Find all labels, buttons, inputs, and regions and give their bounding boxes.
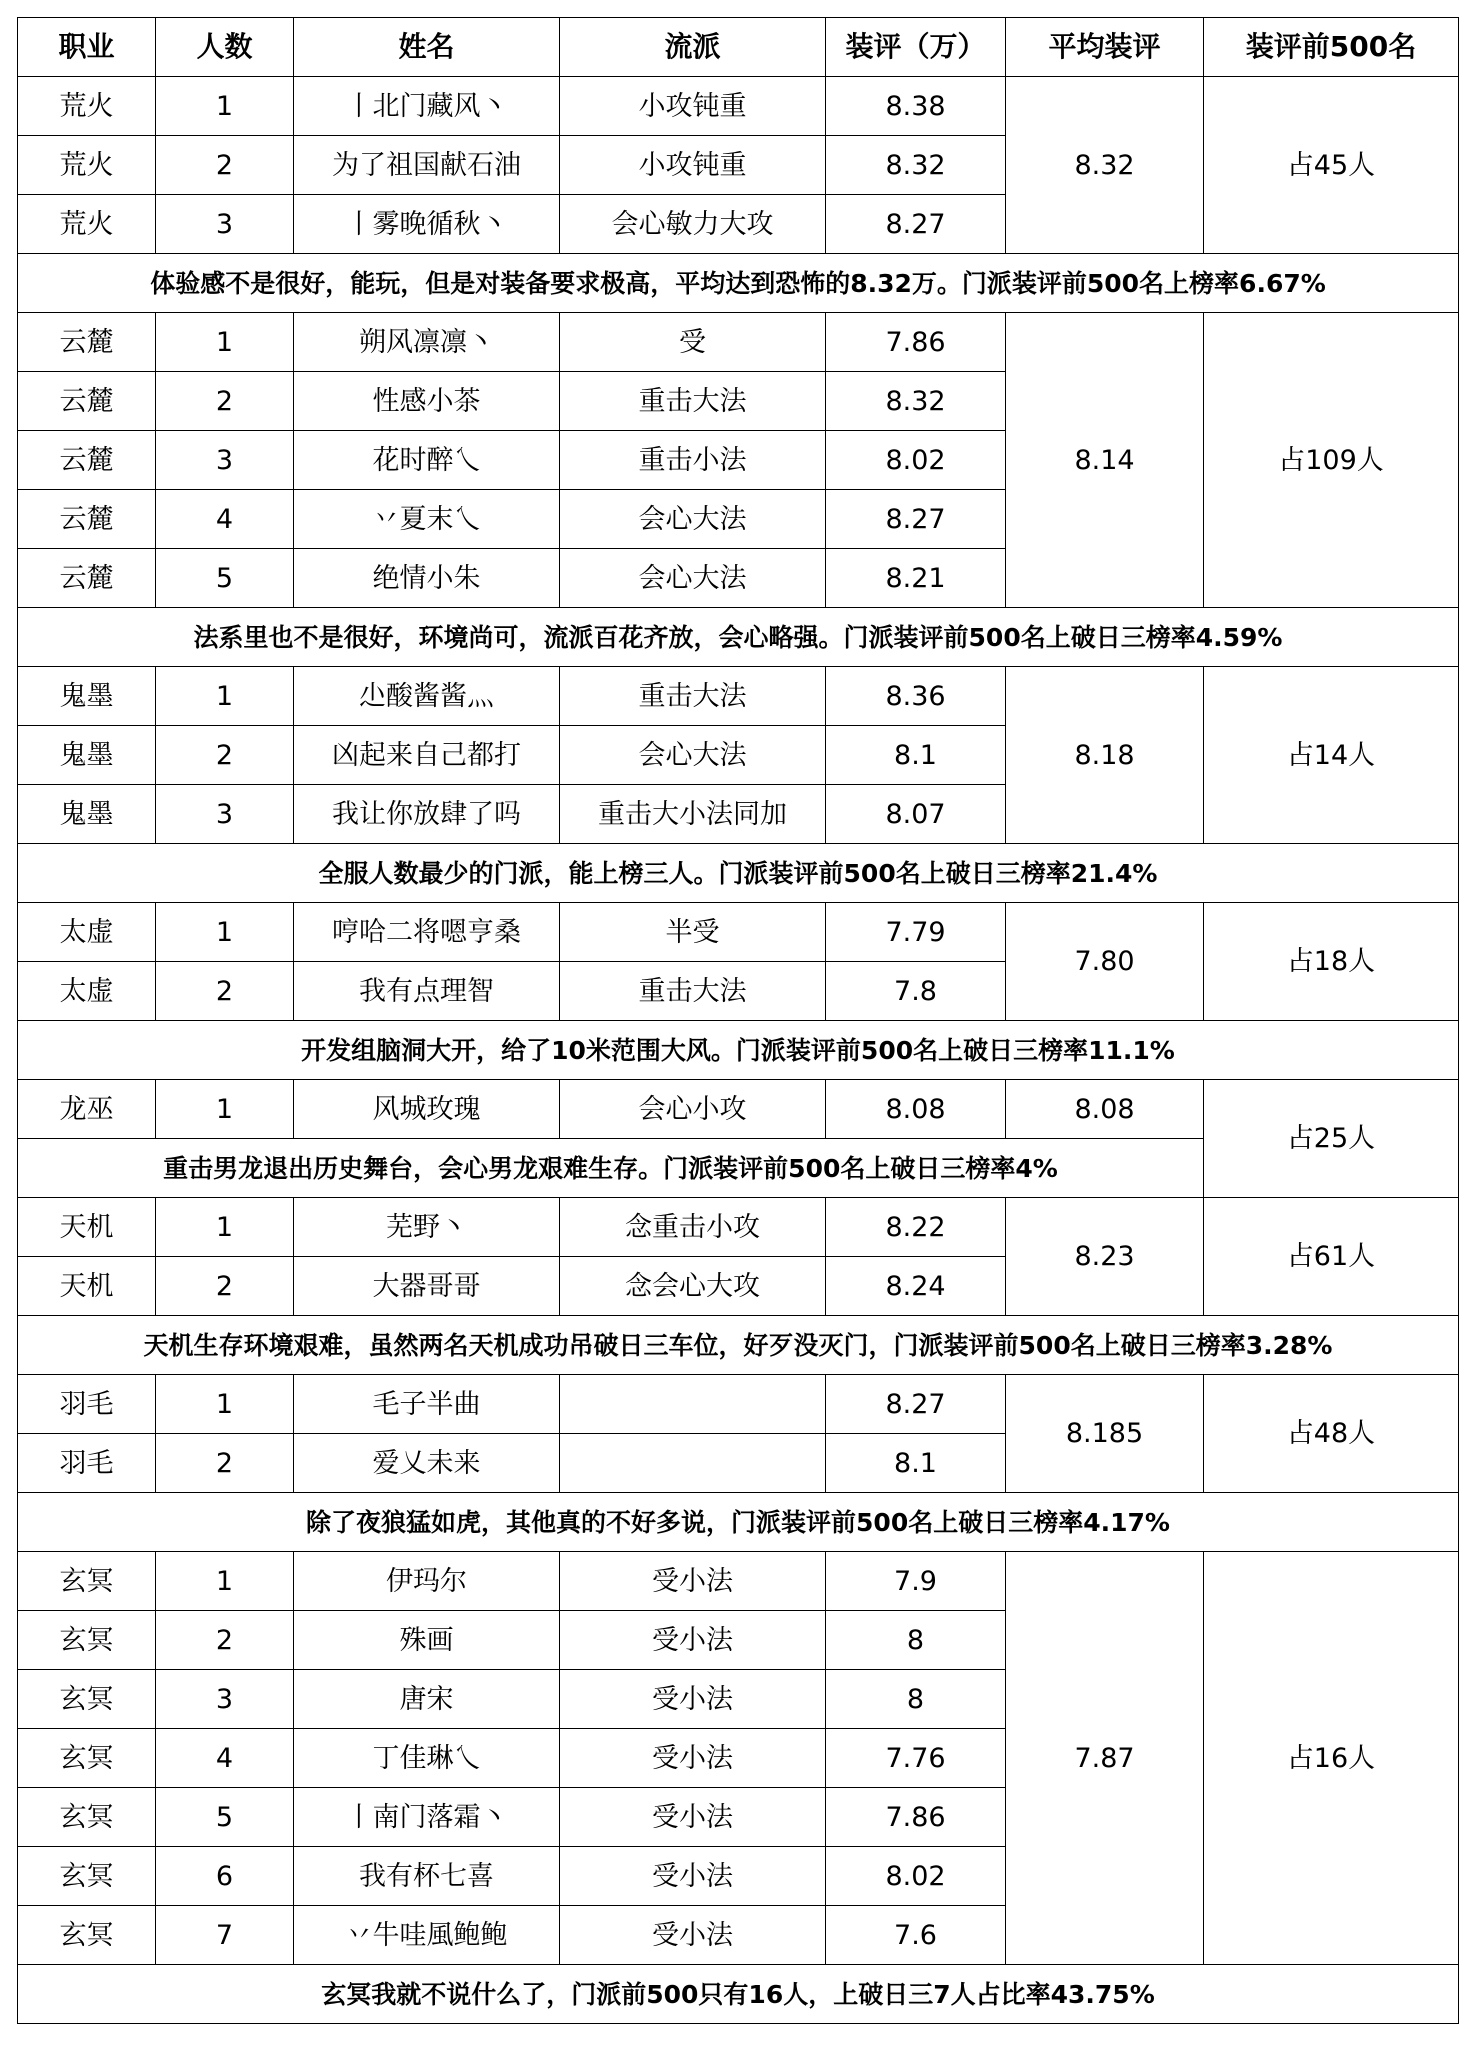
count-cell: 1 — [156, 313, 294, 372]
school-cell: 念重击小攻 — [560, 1198, 826, 1257]
name-cell: 丨雾晚循秋丶 — [294, 195, 560, 254]
job-cell: 玄冥 — [18, 1729, 156, 1788]
count-cell: 2 — [156, 726, 294, 785]
school-cell: 重击大法 — [560, 667, 826, 726]
count-cell: 6 — [156, 1847, 294, 1906]
summary-note: 开发组脑洞大开，给了10米范围大风。门派装评前500名上破日三榜率11.1% — [18, 1021, 1459, 1080]
avg-score-cell: 8.08 — [1006, 1080, 1204, 1139]
count-cell: 5 — [156, 1788, 294, 1847]
score-cell: 7.86 — [826, 313, 1006, 372]
table-row — [18, 77, 1459, 136]
summary-note: 全服人数最少的门派，能上榜三人。门派装评前500名上破日三榜率21.4% — [18, 844, 1459, 903]
score-cell: 8.32 — [826, 136, 1006, 195]
count-cell: 2 — [156, 1434, 294, 1493]
score-cell: 8 — [826, 1670, 1006, 1729]
job-cell: 天机 — [18, 1198, 156, 1257]
school-cell: 半受 — [560, 903, 826, 962]
top500-cell: 占18人 — [1204, 903, 1459, 1021]
summary-row — [18, 1965, 1459, 2024]
job-cell: 荒火 — [18, 77, 156, 136]
score-cell: 8.07 — [826, 785, 1006, 844]
school-cell — [560, 1375, 826, 1434]
top500-cell: 占61人 — [1204, 1198, 1459, 1316]
summary-row — [18, 254, 1459, 313]
table-row — [18, 667, 1459, 726]
name-cell: 毛子半曲 — [294, 1375, 560, 1434]
top500-cell: 占16人 — [1204, 1552, 1459, 1965]
count-cell: 4 — [156, 490, 294, 549]
score-cell: 8.02 — [826, 431, 1006, 490]
header-count: 人数 — [156, 18, 294, 77]
job-cell: 羽毛 — [18, 1434, 156, 1493]
score-cell: 8.1 — [826, 1434, 1006, 1493]
count-cell: 1 — [156, 77, 294, 136]
name-cell: 我有点理智 — [294, 962, 560, 1021]
count-cell: 2 — [156, 136, 294, 195]
school-cell: 受小法 — [560, 1847, 826, 1906]
summary-note: 法系里也不是很好，环境尚可，流派百花齐放，会心略强。门派装评前500名上破日三榜率4.59% — [18, 608, 1459, 667]
job-cell: 玄冥 — [18, 1611, 156, 1670]
name-cell: 尐酸酱酱灬 — [294, 667, 560, 726]
count-cell: 5 — [156, 549, 294, 608]
score-cell: 8.02 — [826, 1847, 1006, 1906]
job-cell: 玄冥 — [18, 1788, 156, 1847]
table-row — [18, 313, 1459, 372]
header-score: 装评（万） — [826, 18, 1006, 77]
name-cell: 丁佳琳乀 — [294, 1729, 560, 1788]
score-cell: 8.08 — [826, 1080, 1006, 1139]
header-school: 流派 — [560, 18, 826, 77]
count-cell: 1 — [156, 1198, 294, 1257]
job-cell: 太虚 — [18, 903, 156, 962]
school-cell: 重击大法 — [560, 372, 826, 431]
summary-row — [18, 1316, 1459, 1375]
score-cell: 7.8 — [826, 962, 1006, 1021]
job-cell: 玄冥 — [18, 1847, 156, 1906]
job-cell: 鬼墨 — [18, 667, 156, 726]
score-cell: 8.27 — [826, 195, 1006, 254]
score-cell: 8.24 — [826, 1257, 1006, 1316]
avg-score-cell: 8.32 — [1006, 77, 1204, 254]
name-cell: 丨北门藏风丶 — [294, 77, 560, 136]
name-cell: 绝情小朱 — [294, 549, 560, 608]
job-cell: 羽毛 — [18, 1375, 156, 1434]
name-cell: 风城玫瑰 — [294, 1080, 560, 1139]
job-cell: 玄冥 — [18, 1552, 156, 1611]
count-cell: 1 — [156, 1080, 294, 1139]
header-job: 职业 — [18, 18, 156, 77]
job-cell: 云麓 — [18, 372, 156, 431]
school-cell: 重击小法 — [560, 431, 826, 490]
score-cell: 8.32 — [826, 372, 1006, 431]
school-cell — [560, 1434, 826, 1493]
school-cell: 受小法 — [560, 1552, 826, 1611]
count-cell: 2 — [156, 372, 294, 431]
count-cell: 3 — [156, 1670, 294, 1729]
job-cell: 鬼墨 — [18, 726, 156, 785]
score-cell: 8.38 — [826, 77, 1006, 136]
count-cell: 3 — [156, 195, 294, 254]
name-cell: 伊玛尔 — [294, 1552, 560, 1611]
school-cell: 会心大法 — [560, 490, 826, 549]
header-top500: 装评前500名 — [1204, 18, 1459, 77]
header-name: 姓名 — [294, 18, 560, 77]
name-cell: 大器哥哥 — [294, 1257, 560, 1316]
table-row — [18, 1080, 1459, 1139]
top500-cell: 占45人 — [1204, 77, 1459, 254]
count-cell: 2 — [156, 1257, 294, 1316]
count-cell: 4 — [156, 1729, 294, 1788]
name-cell: 唐宋 — [294, 1670, 560, 1729]
top500-cell: 占25人 — [1204, 1080, 1459, 1198]
summary-note: 重击男龙退出历史舞台，会心男龙艰难生存。门派装评前500名上破日三榜率4% — [18, 1139, 1204, 1198]
name-cell: 花时醉乀 — [294, 431, 560, 490]
job-cell: 太虚 — [18, 962, 156, 1021]
score-cell: 7.76 — [826, 1729, 1006, 1788]
score-cell: 8.27 — [826, 490, 1006, 549]
top500-cell: 占109人 — [1204, 313, 1459, 608]
score-cell: 7.86 — [826, 1788, 1006, 1847]
table-row — [18, 1552, 1459, 1611]
job-cell: 玄冥 — [18, 1670, 156, 1729]
school-cell: 会心小攻 — [560, 1080, 826, 1139]
count-cell: 1 — [156, 903, 294, 962]
school-cell: 小攻钝重 — [560, 77, 826, 136]
job-cell: 玄冥 — [18, 1906, 156, 1965]
score-cell: 8 — [826, 1611, 1006, 1670]
school-cell: 受小法 — [560, 1906, 826, 1965]
top500-cell: 占48人 — [1204, 1375, 1459, 1493]
table-row — [18, 903, 1459, 962]
score-cell: 8.27 — [826, 1375, 1006, 1434]
job-cell: 云麓 — [18, 313, 156, 372]
table-row — [18, 1375, 1459, 1434]
job-cell: 天机 — [18, 1257, 156, 1316]
name-cell: 爱乂未来 — [294, 1434, 560, 1493]
job-cell: 云麓 — [18, 431, 156, 490]
school-cell: 重击大小法同加 — [560, 785, 826, 844]
school-cell: 重击大法 — [560, 962, 826, 1021]
count-cell: 1 — [156, 1552, 294, 1611]
score-cell: 7.6 — [826, 1906, 1006, 1965]
name-cell: 丨南门落霜丶 — [294, 1788, 560, 1847]
name-cell: 殊画 — [294, 1611, 560, 1670]
name-cell: 丷牛哇風鲍鲍 — [294, 1906, 560, 1965]
school-cell: 会心大法 — [560, 726, 826, 785]
avg-score-cell: 8.23 — [1006, 1198, 1204, 1316]
job-cell: 荒火 — [18, 136, 156, 195]
summary-row — [18, 1493, 1459, 1552]
name-cell: 为了祖国献石油 — [294, 136, 560, 195]
job-cell: 鬼墨 — [18, 785, 156, 844]
score-cell: 8.22 — [826, 1198, 1006, 1257]
school-cell: 小攻钝重 — [560, 136, 826, 195]
school-cell: 受小法 — [560, 1788, 826, 1847]
avg-score-cell: 8.14 — [1006, 313, 1204, 608]
table-row — [18, 1198, 1459, 1257]
header-row — [18, 18, 1459, 77]
summary-note: 玄冥我就不说什么了，门派前500只有16人，上破日三7人占比率43.75% — [18, 1965, 1459, 2024]
job-cell: 云麓 — [18, 549, 156, 608]
school-cell: 念会心大攻 — [560, 1257, 826, 1316]
score-cell: 8.1 — [826, 726, 1006, 785]
name-cell: 丷夏末乀 — [294, 490, 560, 549]
name-cell: 凶起来自己都打 — [294, 726, 560, 785]
summary-note: 除了夜狼猛如虎，其他真的不好多说，门派装评前500名上破日三榜率4.17% — [18, 1493, 1459, 1552]
name-cell: 哼哈二将嗯亨桑 — [294, 903, 560, 962]
score-cell: 7.79 — [826, 903, 1006, 962]
count-cell: 1 — [156, 667, 294, 726]
school-cell: 受小法 — [560, 1611, 826, 1670]
name-cell: 我有杯七喜 — [294, 1847, 560, 1906]
job-cell: 龙巫 — [18, 1080, 156, 1139]
school-cell: 受 — [560, 313, 826, 372]
job-cell: 云麓 — [18, 490, 156, 549]
count-cell: 3 — [156, 785, 294, 844]
avg-score-cell: 7.80 — [1006, 903, 1204, 1021]
ranking-table — [17, 17, 1459, 2024]
summary-note: 体验感不是很好，能玩，但是对装备要求极高，平均达到恐怖的8.32万。门派装评前500名上榜率6.67% — [18, 254, 1459, 313]
count-cell: 2 — [156, 962, 294, 1021]
avg-score-cell: 8.185 — [1006, 1375, 1204, 1493]
school-cell: 会心大法 — [560, 549, 826, 608]
score-cell: 8.21 — [826, 549, 1006, 608]
job-cell: 荒火 — [18, 195, 156, 254]
summary-row — [18, 844, 1459, 903]
school-cell: 受小法 — [560, 1729, 826, 1788]
school-cell: 受小法 — [560, 1670, 826, 1729]
count-cell: 7 — [156, 1906, 294, 1965]
count-cell: 1 — [156, 1375, 294, 1434]
school-cell: 会心敏力大攻 — [560, 195, 826, 254]
score-cell: 8.36 — [826, 667, 1006, 726]
name-cell: 性感小茶 — [294, 372, 560, 431]
table-body — [18, 77, 1459, 2024]
name-cell: 朔风凛凛丶 — [294, 313, 560, 372]
summary-row — [18, 1021, 1459, 1080]
summary-note: 天机生存环境艰难，虽然两名天机成功吊破日三车位，好歹没灭门，门派装评前500名上破日三榜率3.28% — [18, 1316, 1459, 1375]
avg-score-cell: 7.87 — [1006, 1552, 1204, 1965]
name-cell: 我让你放肆了吗 — [294, 785, 560, 844]
score-cell: 7.9 — [826, 1552, 1006, 1611]
count-cell: 2 — [156, 1611, 294, 1670]
name-cell: 芜野丶 — [294, 1198, 560, 1257]
avg-score-cell: 8.18 — [1006, 667, 1204, 844]
count-cell: 3 — [156, 431, 294, 490]
header-avg: 平均装评 — [1006, 18, 1204, 77]
top500-cell: 占14人 — [1204, 667, 1459, 844]
summary-row — [18, 608, 1459, 667]
